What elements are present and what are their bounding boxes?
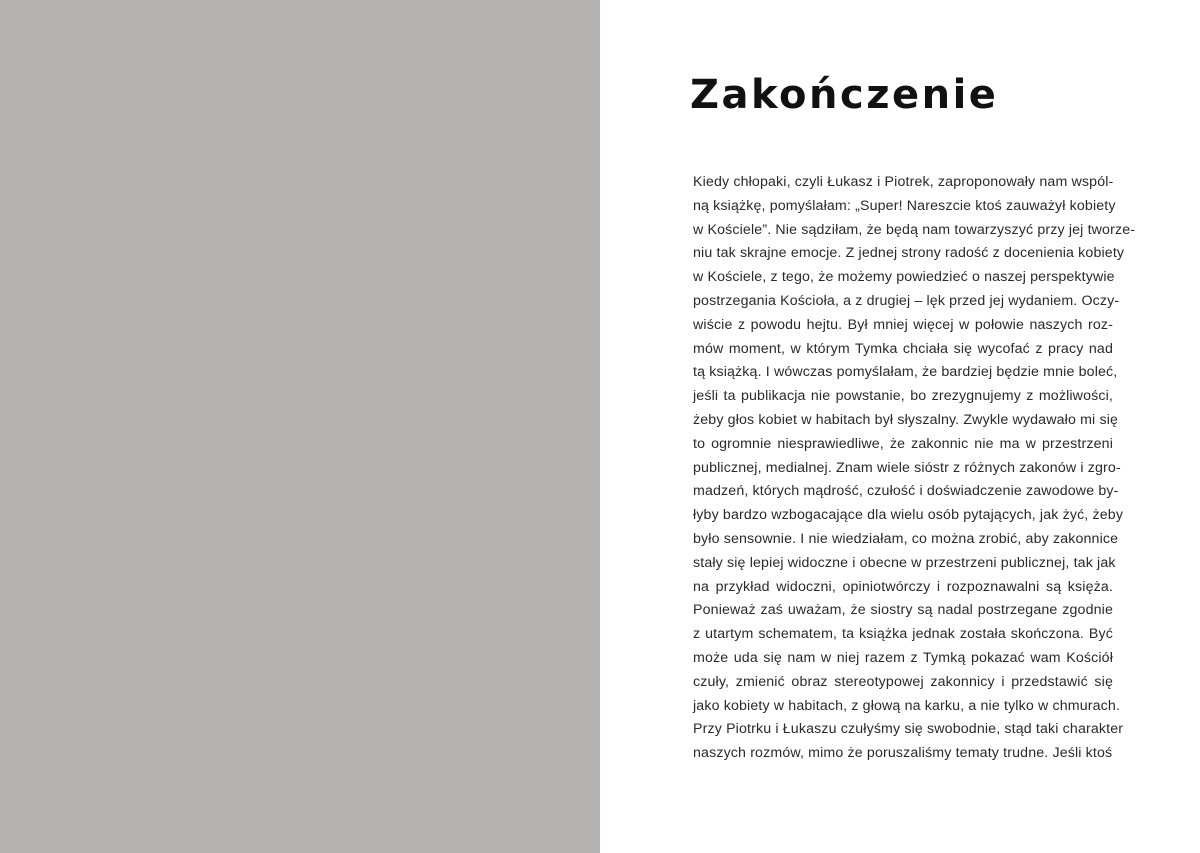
text-line: czuły, zmienić obraz stereotypowej zakonnicy i przedstawić się: [693, 673, 1113, 690]
text-line: wiście z powodu hejtu. Był mniej więcej w połowie naszych roz-: [693, 316, 1113, 333]
text-line: jeśli ta publikacja nie powstanie, bo zrezygnujemy z możliwości,: [693, 388, 1113, 405]
text-line: w Kościele”. Nie sądziłam, że będą nam towarzyszyć przy jej tworze-: [693, 221, 1136, 238]
text-line: ną książkę, pomyślałam: „Super! Nareszcie ktoś zauważył kobiety: [693, 197, 1116, 214]
text-line: Kiedy chłopaki, czyli Łukasz i Piotrek, zaproponowały nam wspól-: [693, 174, 1114, 190]
text-line: madzeń, których mądrość, czułość i doświadczenie zawodowe by-: [693, 483, 1119, 500]
text-line: było sensownie. I nie wiedziałam, co można zrobić, aby zakonnice: [693, 530, 1119, 547]
text-line: tą książką. I wówczas pomyślałam, że bardziej będzie mnie boleć,: [693, 364, 1118, 381]
text-line: łyby bardzo wzbogacające dla wielu osób pytających, jak żyć, żeby: [693, 507, 1124, 524]
text-line: Przy Piotrku i Łukaszu czułyśmy się swobodnie, stąd taki charakter: [693, 721, 1124, 738]
text-line: publicznej, medialnej. Znam wiele sióstr z różnych zakonów i zgro-: [693, 459, 1121, 476]
text-line: w Kościele, z tego, że możemy powiedzieć o naszej perspektywie: [693, 269, 1115, 286]
body-text: [693, 171, 1136, 766]
text-line: Ponieważ zaś uważam, że siostry są nadal postrzegane zgodnie: [693, 602, 1113, 619]
text-line: naszych rozmów, mimo że poruszaliśmy tematy trudne. Jeśli ktoś: [693, 745, 1113, 762]
text-line: mów moment, w którym Tymka chciała się wycofać z pracy nad: [693, 340, 1113, 357]
text-line: to ogromnie niesprawiedliwe, że zakonnic nie ma w przestrzeni: [693, 435, 1113, 452]
chapter-title: Zakończenie: [690, 72, 999, 118]
text-line: z utartym schematem, ta książka jednak została skończona. Być: [693, 626, 1113, 643]
text-line: na przykład widoczni, opiniotwórczy i rozpoznawalni są księża.: [693, 578, 1113, 595]
text-line: żeby głos kobiet w habitach był słyszalny. Zwykle wydawało mi się: [693, 411, 1119, 428]
text-line: postrzegania Kościoła, a z drugiej – lęk przed jej wydaniem. Oczy-: [693, 292, 1120, 309]
text-line: stały się lepiej widoczne i obecne w przestrzeni publicznej, tak jak: [693, 554, 1116, 571]
text-line: jako kobiety w habitach, z głową na karku, a nie tylko w chmurach.: [693, 697, 1121, 714]
text-line: może uda się nam w niej razem z Tymką pokazać wam Kościół: [693, 649, 1113, 666]
right-page: [600, 0, 1200, 853]
text-line: niu tak skrajne emocje. Z jednej strony radość z docenienia kobiety: [693, 245, 1125, 262]
